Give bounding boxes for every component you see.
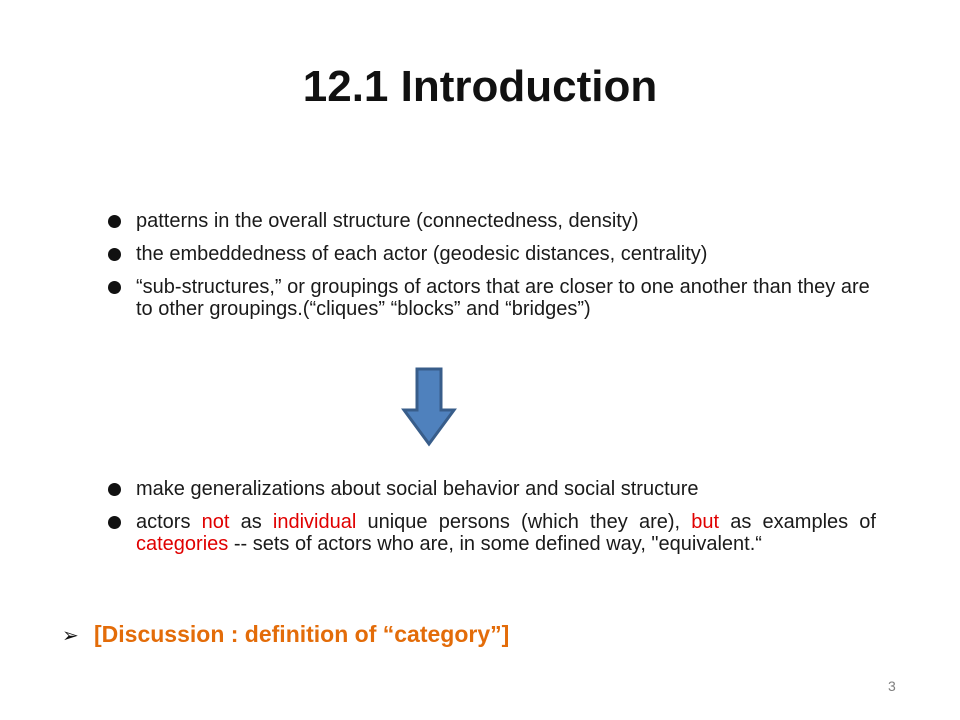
bullet-text: make generalizations about social behavior and social structure [136,478,699,500]
bullet-item [104,276,876,320]
bullet-item [104,511,876,555]
highlight-individual: individual [272,511,357,533]
highlight-not: not [201,511,230,533]
bullet-item [104,243,876,265]
bottom-bullet-list [104,478,876,566]
bullet-dot-icon [108,215,121,228]
bullet-text-part: as [229,511,273,533]
bullet-text-part: unique persons (which they are), [356,511,692,533]
down-arrow-icon [400,366,458,448]
discussion-text: [Discussion : definition of “category”] [94,621,510,647]
bullet-text-part: as examples of [719,511,876,533]
bullet-item [104,478,876,500]
page-number: 3 [888,678,896,694]
bullet-dot-icon [108,516,121,529]
bullet-dot-icon [108,248,121,261]
bullet-item [104,210,876,232]
slide-title: 12.1 Introduction [302,62,658,111]
bullet-text: “sub-structures,” or groupings of actors that are closer to one another than they are to other groupings.(“cliques” “blocks” and “bridges”) [136,276,870,320]
bullet-text-part: -- sets of actors who are, in some defined way, "equivalent.“ [228,533,762,555]
discussion-prompt [62,621,509,648]
arrowhead-bullet-icon: ➢ [62,625,79,647]
bullet-text: patterns in the overall structure (connectedness, density) [136,210,639,232]
highlight-categories: categories [136,533,229,555]
top-bullet-list [104,210,876,331]
highlight-but: but [691,511,720,533]
bullet-text-part: actors [136,511,202,533]
bullet-dot-icon [108,281,121,294]
bullet-text: the embeddedness of each actor (geodesic distances, centrality) [136,243,708,265]
bullet-dot-icon [108,483,121,496]
